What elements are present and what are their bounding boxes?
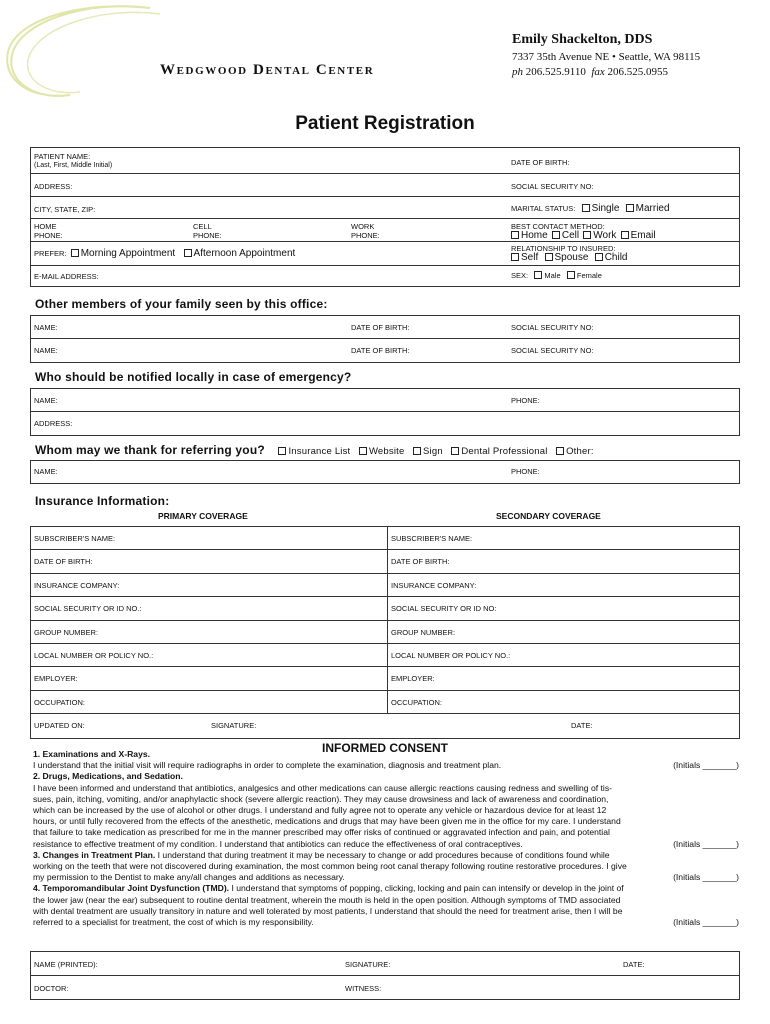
ref-dental-label: Dental Professional (461, 446, 548, 457)
patient-city-row[interactable] (31, 197, 739, 219)
secondary-field-label: OCCUPATION: (391, 697, 442, 707)
secondary-field-label: EMPLOYER: (391, 674, 435, 684)
fax-number: 206.525.0955 (607, 66, 669, 78)
sex-male-checkbox[interactable] (534, 271, 542, 279)
ref-website-label: Website (368, 446, 405, 457)
relationship-label: RELATIONSHIP TO INSURED: (511, 244, 616, 253)
witness-label: WITNESS: (345, 984, 382, 993)
family-heading: Other members of your family seen by this office: (35, 297, 328, 311)
signoff-box (30, 951, 740, 1000)
prefer-afternoon-checkbox[interactable] (184, 249, 192, 257)
insurance-row[interactable] (31, 621, 739, 644)
consent-s2-line: sues, pain, itching, vomiting, and/or anaphylactic shock (severe allergic reaction). They may cause drowsiness and lack of awareness and coordination, (33, 793, 609, 804)
primary-field-label: EMPLOYER: (34, 674, 78, 684)
consent-s4-line: 4. Temporomandibular Joint Dysfunction (TMD). I understand that symptoms of popping, clicking, locking and pain can intensify or develop in the joint of (33, 883, 624, 894)
rel-self-checkbox[interactable] (511, 253, 519, 261)
consent-text (33, 749, 739, 928)
marital-single-checkbox[interactable] (582, 204, 590, 212)
insurance-updated-row[interactable] (31, 714, 739, 737)
referral-heading (35, 443, 594, 457)
emergency-address-label: ADDRESS: (34, 419, 73, 428)
contact-label: BEST CONTACT METHOD: (511, 222, 605, 231)
dentist-name: Emily Shackelton, DDS (512, 32, 653, 47)
signoff-row-1[interactable] (31, 952, 739, 976)
patient-phone-row[interactable] (31, 219, 739, 242)
referral-box (30, 460, 740, 484)
secondary-field-label: GROUP NUMBER: (391, 627, 456, 637)
primary-field-label: DATE OF BIRTH: (34, 557, 93, 567)
phone-label: ph (512, 66, 523, 78)
rel-child-label: Child (604, 252, 628, 263)
best-contact-method (511, 222, 656, 240)
emergency-name-row[interactable] (31, 389, 739, 412)
marital-single-label: Single (591, 203, 620, 214)
consent-s2-line: which can be increased by the use of alcohol or other drugs. I understand and fully agree not to operate any vehicle or hazardous device for at least 12 (33, 805, 607, 816)
consent-s2-line: that failure to take medication as prescribed for me in the manner prescribed may offer risks of continued or aggravated infection and pain, and potential (33, 827, 610, 838)
insurance-row[interactable] (31, 691, 739, 714)
marital-label: MARITAL STATUS: (511, 204, 576, 213)
ref-insurance-checkbox[interactable] (278, 447, 286, 455)
ref-dental-checkbox[interactable] (451, 447, 459, 455)
secondary-field-label: SUBSCRIBER'S NAME: (391, 534, 473, 543)
prefer-morning-label: Morning Appointment (80, 248, 176, 259)
primary-field-label: OCCUPATION: (34, 697, 85, 707)
prefer-morning-checkbox[interactable] (71, 249, 79, 257)
ref-sign-label: Sign (423, 446, 443, 457)
secondary-field-label: DATE OF BIRTH: (391, 557, 450, 567)
patient-email-row[interactable] (31, 266, 739, 286)
family-name-label: NAME: (34, 346, 58, 355)
signoff-date-label: DATE: (623, 960, 645, 969)
insurance-date-label: DATE: (571, 721, 593, 731)
prefer-label: PREFER: (34, 249, 67, 258)
consent-s2-line: resistance to effective treatment of my condition. I understand that antibiotics can reduce the effectiveness of oral contraceptives. (Initials _______) (33, 838, 739, 849)
ref-sign-checkbox[interactable] (413, 447, 421, 455)
initials-field[interactable]: (Initials _______) (673, 917, 739, 928)
marital-married-checkbox[interactable] (626, 204, 634, 212)
secondary-field-label: LOCAL NUMBER OR POLICY NO.: (391, 650, 511, 660)
referral-name-row[interactable] (31, 461, 739, 483)
insurance-box (30, 526, 740, 739)
emergency-address-row[interactable] (31, 412, 739, 435)
signoff-signature-label: SIGNATURE: (345, 960, 391, 969)
insurance-row[interactable] (31, 527, 739, 550)
patient-city-label: CITY, STATE, ZIP: (34, 205, 96, 214)
primary-field-label: INSURANCE COMPANY: (34, 580, 120, 590)
relationship-to-insured (511, 244, 627, 262)
primary-field-label: LOCAL NUMBER OR POLICY NO.: (34, 650, 154, 660)
contact-work-label: Work (593, 230, 617, 241)
marital-married-label: Married (635, 203, 670, 214)
fax-label: fax (591, 66, 605, 78)
insurance-row[interactable] (31, 644, 739, 667)
family-row-2[interactable] (31, 339, 739, 362)
emergency-box (30, 388, 740, 436)
email-label: E-MAIL ADDRESS: (34, 272, 99, 281)
rel-self-label: Self (521, 252, 539, 263)
consent-s4-line: with dental treatment are usually transitory in nature and well tolerated by most patients, I understand that should the need for treatment arise, then I will be (33, 905, 623, 916)
consent-s1-head: 1. Examinations and X-Rays. (33, 749, 151, 759)
family-dob-label: DATE OF BIRTH: (351, 323, 410, 332)
consent-s4-line: referred to a specialist for treatment, the cost of which is my responsibility. (Initials _______) (33, 917, 739, 928)
ref-insurance-label: Insurance List (288, 446, 351, 457)
consent-s3-line: my permission to the Dentist to make any/all changes and additions as necessary. (Initials _______) (33, 872, 739, 883)
insurance-row[interactable] (31, 574, 739, 597)
initials-field[interactable]: (Initials _______) (673, 838, 739, 849)
consent-s2-line: I have been informed and understand that antibiotics, analgesics and other medications can cause allergic reactions causing redness and swelling of tis- (33, 782, 612, 793)
insurance-row[interactable] (31, 597, 739, 620)
patient-ssn-label: SOCIAL SECURITY NO: (511, 182, 594, 191)
sex-female-label: Female (576, 271, 602, 280)
contact-home-checkbox[interactable] (511, 231, 519, 239)
consent-title: INFORMED CONSENT (322, 741, 448, 755)
consent-s2-line: hours, or until fully recovered from the effects of the anesthetic, medications and drugs that may have been given me in the office for my care. I understand (33, 816, 621, 827)
family-row-1[interactable] (31, 316, 739, 339)
marital-status (511, 204, 670, 213)
family-ssn-label: SOCIAL SECURITY NO: (511, 323, 594, 332)
sex-options (511, 271, 602, 280)
patient-name-label: PATIENT NAME: (34, 152, 91, 161)
rel-child-checkbox[interactable] (595, 253, 603, 261)
clinic-name: Wedgwood Dental Center (160, 62, 375, 78)
ref-website-checkbox[interactable] (359, 447, 367, 455)
clinic-address: 7337 35th Avenue NE • Seattle, WA 98115 (512, 51, 701, 63)
sex-male-label: Male (544, 271, 561, 280)
consent-s3-line: working on the teeth that were not discovered during examination, the most common being root canal therapy following routine restorative procedures. I give (33, 861, 627, 872)
ref-other-checkbox[interactable] (556, 447, 564, 455)
referral-heading-text: Whom may we thank for referring you? (35, 443, 265, 457)
secondary-field-label: SOCIAL SECURITY OR ID NO: (391, 604, 497, 614)
referral-phone-label: PHONE: (511, 467, 540, 476)
updated-on-label: UPDATED ON: (34, 721, 85, 731)
patient-dob-label: DATE OF BIRTH: (511, 158, 570, 167)
referral-name-label: NAME: (34, 467, 58, 476)
phone-number: 206.525.9110 (525, 66, 586, 78)
clinic-phones (512, 66, 668, 78)
patient-info-box (30, 147, 740, 287)
consent-s1-line: I understand that the initial visit will require radiographs in order to complete the examination, diagnosis and treatment plan. (Initials _______) (33, 760, 739, 771)
ref-other-label: Other: (566, 446, 594, 457)
primary-coverage-heading: PRIMARY COVERAGE (158, 511, 248, 521)
patient-name-row[interactable] (31, 148, 739, 174)
family-name-label: NAME: (34, 323, 58, 332)
contact-home-label: Home (521, 230, 548, 241)
primary-field-label: SOCIAL SECURITY OR ID NO.: (34, 604, 142, 614)
doctor-label: DOCTOR: (34, 984, 69, 993)
patient-address-row[interactable] (31, 174, 739, 197)
work-phone-label: WORK PHONE: (351, 222, 380, 240)
family-box (30, 315, 740, 363)
contact-cell-label: Cell (561, 230, 580, 241)
primary-field-label: GROUP NUMBER: (34, 627, 99, 637)
secondary-coverage-heading: SECONDARY COVERAGE (496, 511, 601, 521)
sex-label: SEX: (511, 271, 529, 280)
prefer-options (34, 249, 295, 258)
consent-s4-line: the lower jaw (near the ear) subsequent to routine dental treatment, wherein the mouth is held in the open position. Although symptoms of TMD associated (33, 894, 621, 905)
sex-female-checkbox[interactable] (567, 271, 575, 279)
contact-work-checkbox[interactable] (583, 231, 591, 239)
patient-prefer-row[interactable] (31, 242, 739, 266)
rel-spouse-checkbox[interactable] (545, 253, 553, 261)
cell-phone-label: CELL PHONE: (193, 222, 222, 240)
prefer-afternoon-label: Afternoon Appointment (193, 248, 296, 259)
primary-field-label: SUBSCRIBER'S NAME: (34, 534, 116, 543)
insurance-row[interactable] (31, 667, 739, 690)
secondary-field-label: INSURANCE COMPANY: (391, 580, 477, 590)
patient-name-hint: (Last, First, Middle Initial) (34, 162, 113, 169)
emergency-heading: Who should be notified locally in case of emergency? (35, 370, 352, 384)
signoff-row-2[interactable] (31, 976, 739, 999)
consent-s2-head: 2. Drugs, Medications, and Sedation. (33, 771, 183, 782)
initials-field[interactable]: (Initials _______) (673, 872, 739, 883)
insurance-row[interactable] (31, 550, 739, 573)
insurance-heading: Insurance Information: (35, 494, 170, 508)
rel-spouse-label: Spouse (554, 252, 589, 263)
initials-field[interactable]: (Initials _______) (673, 760, 739, 771)
insurance-signature-label: SIGNATURE: (211, 721, 257, 731)
contact-email-checkbox[interactable] (621, 231, 629, 239)
emergency-phone-label: PHONE: (511, 396, 540, 405)
contact-email-label: Email (630, 230, 656, 241)
emergency-name-label: NAME: (34, 396, 58, 405)
logo-swoosh-icon (0, 0, 170, 110)
contact-cell-checkbox[interactable] (552, 231, 560, 239)
consent-s3-line: 3. Changes in Treatment Plan. I understand that during treatment it may be necessary to change or add procedures because of conditions found while (33, 849, 610, 860)
page-title: Patient Registration (295, 113, 475, 134)
home-phone-label: HOME PHONE: (34, 222, 63, 240)
printed-name-label: NAME (PRINTED): (34, 960, 98, 969)
patient-address-label: ADDRESS: (34, 182, 73, 191)
family-ssn-label: SOCIAL SECURITY NO: (511, 346, 594, 355)
family-dob-label: DATE OF BIRTH: (351, 346, 410, 355)
